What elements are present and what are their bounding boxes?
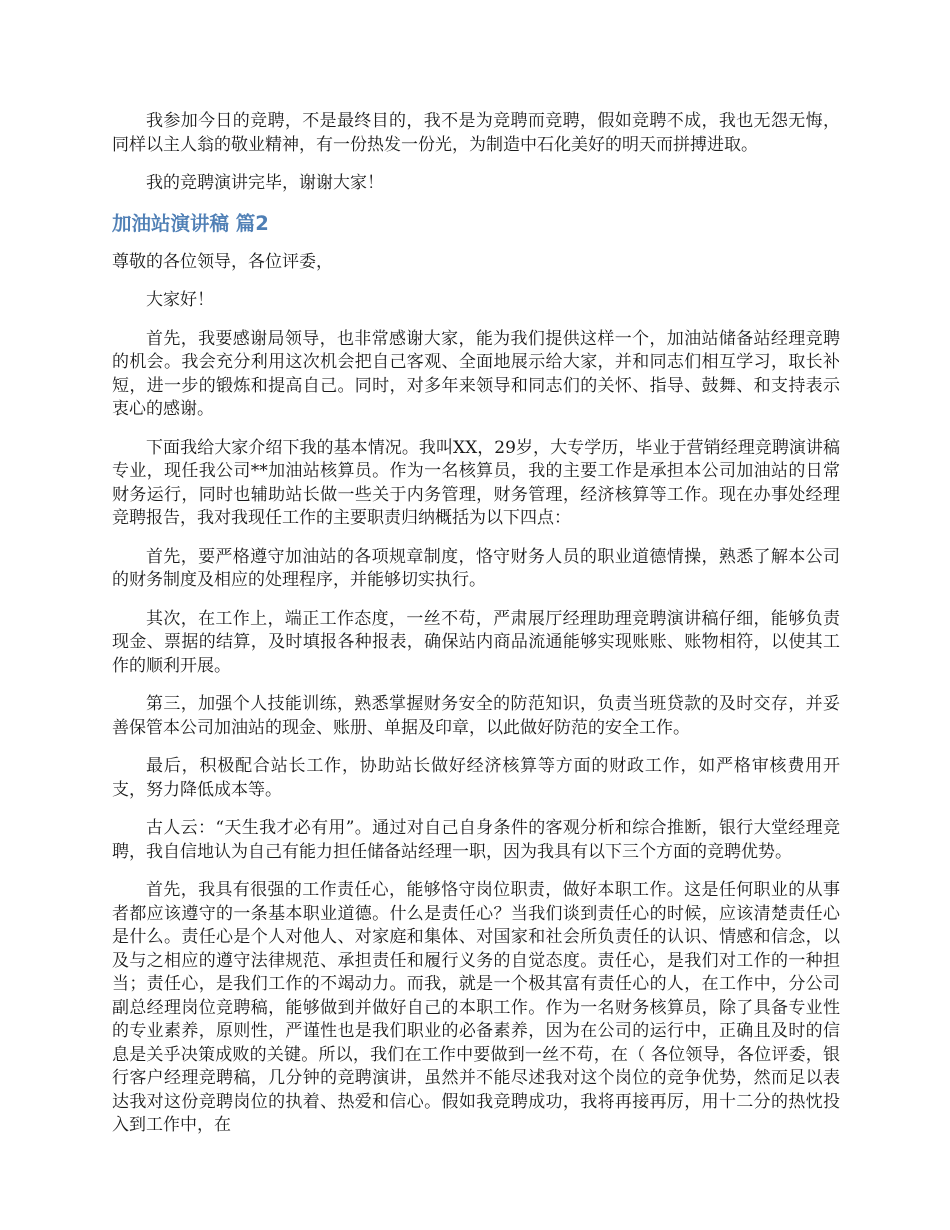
body-paragraph-3: 首先，要严格遵守加油站的各项规章制度，恪守财务人员的职业道德情操，熟悉了解本公司的财务制度及相应的处理程序，并能够切实执行。	[112, 546, 840, 590]
body-paragraph-8: 首先，我具有很强的工作责任心，能够恪守岗位职责，做好本职工作。这是任何职业的从事者都应该遵守的一条基本职业道德。什么是责任心？当我们谈到责任心的时候，应该清楚责任心是什么。责任心是个人对他人、对家庭和集体、对国家和社会所负责任的认识、情感和信念，以及与之相应的遵守法律规范、承担责任和履行义务的自觉态度。责任心，是我们对工作的一种担当；责任心，是我们工作的不竭动力。而我，就是一个极其富有责任心的人，在工作中，分公司副总经理岗位竞聘稿，能够做到并做好自己的本职工作。作为一名财务核算员，除了具备专业性的专业素养，原则性，严谨性也是我们职业的必备素养，因为在公司的运行中，正确且及时的信息是关乎决策成败的关键。所以，我们在工作中要做到一丝不苟，在（ 各位领导，各位评委，银行客户经理竞聘稿，几分钟的竞聘演讲，虽然并不能尽述我对这个岗位的竞争优势，然而足以表达我对这份竞聘岗位的执着、热爱和信心。假如我竞聘成功，我将再接再厉，用十二分的热忱投入到工作中，在	[112, 880, 840, 1135]
intro-paragraph-2: 我的竞聘演讲完毕，谢谢大家！	[146, 173, 384, 193]
salutation: 尊敬的各位领导，各位评委，	[112, 251, 333, 272]
body-paragraph-1: 首先，我要感谢局领导，也非常感谢大家，能为我们提供这样一个，加油站储备站经理竞聘的机会。我会充分利用这次机会把自己客观、全面地展示给大家，并和同志们相互学习，取长补短，进一步的锻炼和提高自己。同时，对多年来领导和同志们的关怀、指导、鼓舞、和支持表示衷心的感谢。	[112, 328, 840, 419]
greeting: 大家好！	[146, 290, 214, 310]
body-paragraph-5: 第三，加强个人技能训练，熟悉掌握财务安全的防范知识，负责当班贷款的及时交存，并妥善保管本公司加油站的现金、账册、单据及印章，以此做好防范的安全工作。	[112, 694, 840, 738]
body-paragraph-7: 古人云：“天生我才必有用”。通过对自己自身条件的客观分析和综合推断，银行大堂经理竞聘，我自信地认为自己有能力担任储备站经理一职，因为我具有以下三个方面的竞聘优势。	[112, 818, 840, 862]
body-paragraph-2: 下面我给大家介绍下我的基本情况。我叫XX，29岁，大专学历，毕业于营销经理竞聘演讲稿专业，现任我公司**加油站核算员。作为一名核算员，我的主要工作是承担本公司加油站的日常财务运行，同时也辅助站长做一些关于内务管理，财务管理，经济核算等工作。现在办事处经理竞聘报告，我对我现任工作的主要职责归纳概括为以下四点：	[112, 437, 840, 528]
body-paragraph-4: 其次，在工作上，端正工作态度，一丝不苟，严肃展厅经理助理竞聘演讲稿仔细，能够负责现金、票据的结算，及时填报各种报表，确保站内商品流通能够实现账账、账物相符，以使其工作的顺利开展。	[112, 608, 840, 676]
section-heading: 加油站演讲稿 篇2	[112, 211, 269, 235]
body-paragraph-6: 最后，积极配合站长工作，协助站长做好经济核算等方面的财政工作，如严格审核费用开支，努力降低成本等。	[112, 756, 840, 800]
intro-paragraph-1: 我参加今日的竞聘，不是最终目的，我不是为竞聘而竞聘，假如竞聘不成，我也无怨无悔，同样以主人翁的敬业精神，有一份热发一份光，为制造中石化美好的明天而拼搏进取。	[112, 111, 840, 155]
document-page	[112, 110, 840, 1153]
